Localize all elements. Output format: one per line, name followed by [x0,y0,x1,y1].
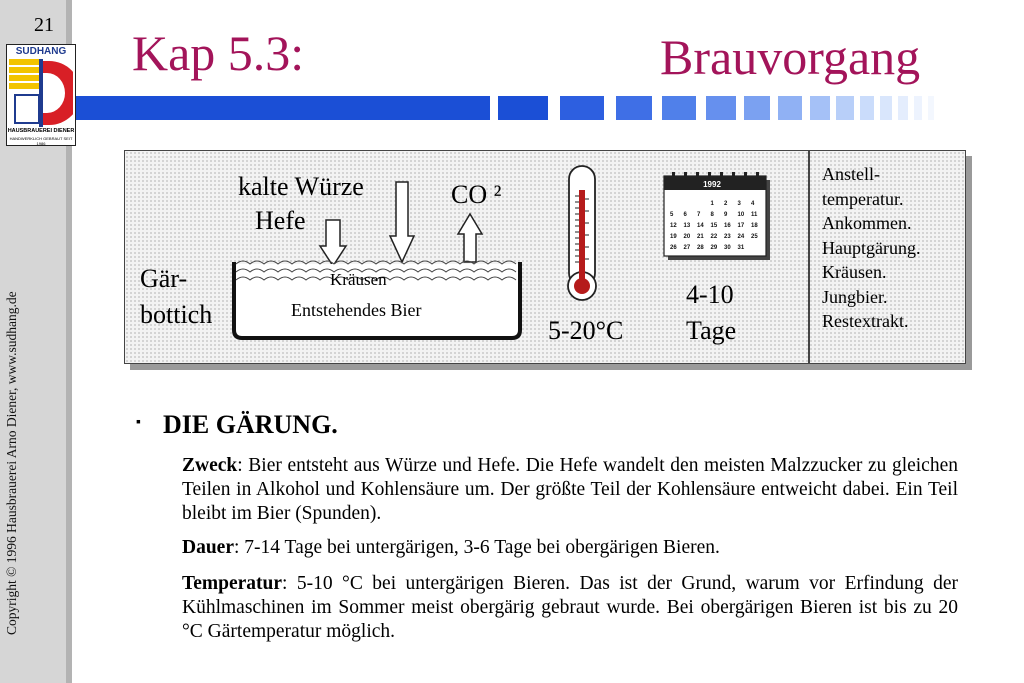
stage-item: Jungbier. [822,286,888,307]
calendar-day: 6 [683,212,687,218]
logo-subtitle: HAUSBRAUEREI DIENER [7,128,75,134]
text-temperature: : 5-10 °C bei untergärigen Bieren. Das ist der Grund, warum vor Erfindung der Kühlmaschinen im Sommer meist obergärig gebraut wurde. Bei obergärigen Bieren ist bis zu 20 °C Gärtemperatur möglich. [182,573,958,642]
stage-item: Restextrakt. [822,311,909,331]
logo-title: SUDHANG [15,46,67,57]
slide-title: Brauvorgang [660,29,921,85]
label-yeast: Hefe [255,206,306,235]
calendar-day: 4 [751,201,755,207]
label-vessel-line2: bottich [140,300,213,329]
calendar-day: 31 [737,245,745,251]
fermentation-stages-list [822,162,920,334]
logo-tagline: HANDWERKLICH GEBRAUT SEIT 1986 [9,136,73,146]
calendar-day: 14 [697,223,704,229]
calendar-day: 24 [737,234,745,240]
label-duration-value: 4-10 [686,280,734,309]
calendar-day: 7 [697,212,701,218]
stage-item: Kräusen. [822,262,887,282]
label-duration-unit: Tage [686,316,737,345]
calendar-day: 26 [670,245,677,251]
paragraph-purpose [182,454,958,526]
calendar-day: 13 [683,223,691,229]
calendar-day: 10 [737,212,745,218]
calendar-day: 21 [697,234,704,240]
paragraph-duration [182,536,958,560]
copyright-text: Copyright © 1996 Hausbrauerei Arno Diener, www.sudhang.de [4,291,19,635]
section-title: DIE GÄRUNG. [163,410,338,439]
calendar-day: 30 [724,245,731,251]
calendar-day: 16 [724,223,731,229]
calendar-day: 22 [710,234,718,240]
paragraph-temperature [182,572,958,644]
chapter-title: Kap 5.3: [132,25,305,81]
calendar-day: 29 [710,245,718,251]
calendar-day: 25 [751,234,758,240]
calendar-day: 2 [724,201,728,207]
text-duration: : 7-14 Tage bei untergärigen, 3-6 Tage bei obergärigen Bieren. [234,537,720,558]
calendar-day: 27 [683,245,691,251]
calendar-day: 1 [710,201,714,207]
calendar-day: 8 [710,212,714,218]
stage-item: Ankommen. [822,213,912,233]
label-temperature: 5-20°C [548,316,624,345]
calendar-day: 17 [737,223,745,229]
stage-item: temperatur. [822,188,904,209]
calendar-day: 11 [751,212,758,218]
page-number: 21 [34,14,54,36]
calendar-day: 18 [751,223,758,229]
stage-item: Hauptgärung. [822,237,921,258]
stage-item: Anstell- [822,164,880,184]
label-co2: CO ² [451,180,502,209]
section-bullet-icon: ▪ [136,415,141,430]
text-purpose: : Bier entsteht aus Würze und Hefe. Die Hefe wandelt den meisten Malzzucker zu gleichen Teilen in Alkohol und Kohlensäure um. Der größte Teil der Kohlensäure entweicht dabei. Ein Teil bleibt im Bier (Spunden). [182,455,958,524]
calendar-day: 3 [737,201,741,207]
calendar-day: 5 [670,212,674,218]
term-duration: Dauer [182,537,234,558]
calendar-day: 28 [697,245,704,251]
label-vessel-line1: Gär- [140,264,188,293]
calendar-year: 1992 [703,180,721,189]
label-cold-wort: kalte Würze [238,172,364,201]
calendar-day: 9 [724,212,728,218]
calendar-day: 20 [683,234,691,240]
calendar-day: 23 [724,234,731,240]
term-temperature: Temperatur [182,573,283,594]
label-foam: Kräusen [330,270,387,289]
term-purpose: Zweck [182,455,238,476]
calendar-day: 15 [710,223,718,229]
label-liquid: Entstehendes Bier [291,300,422,320]
calendar-day: 19 [670,234,677,240]
calendar-day: 12 [670,223,677,229]
